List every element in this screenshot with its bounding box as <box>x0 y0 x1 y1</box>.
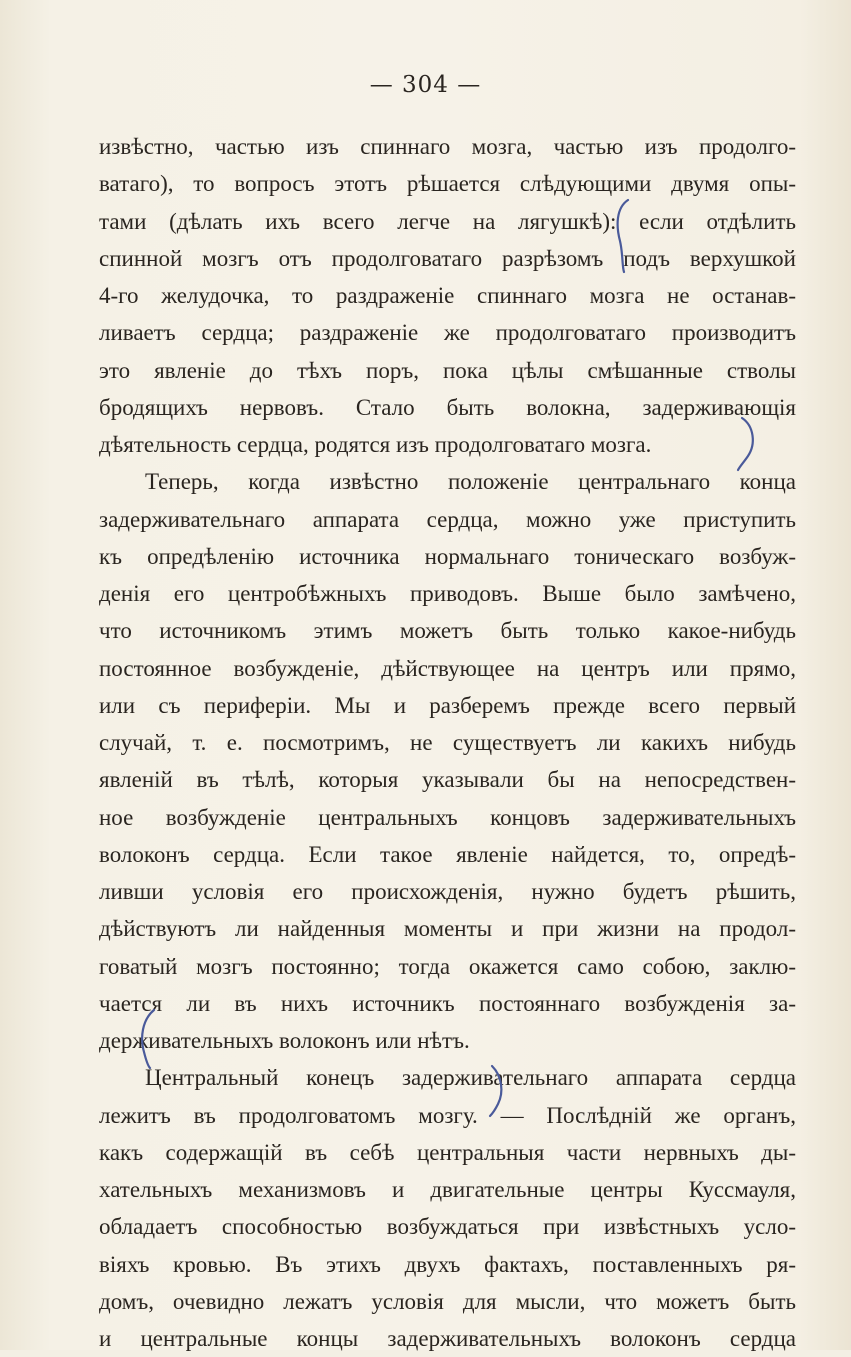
text-line: бродящихъ нервовъ. Стало быть волокна, задерживающія <box>99 394 796 420</box>
text-line: дѣятельность сердца, родятся изъ продолговатаго мозга. <box>99 432 652 457</box>
text-line: что источникомъ этимъ можетъ быть только какое-нибудь <box>99 618 796 644</box>
text-line: обладаетъ способностью возбуждаться при извѣстныхъ усло- <box>99 1214 796 1240</box>
text-line: ливаетъ сердца; раздраженіе же продолговатаго производитъ <box>99 320 796 346</box>
text-line: лежитъ въ продолговатомъ мозгу. — Послѣдній же органъ, <box>99 1102 796 1128</box>
text-line: 4-го желудочка, то раздраженіе спиннаго мозга не останав- <box>99 283 796 308</box>
text-line: какъ содержащій въ себѣ центральныя части нервныхъ ды- <box>99 1139 796 1165</box>
text-line: ватаго), то вопросъ этотъ рѣшается слѣдующими двумя опы- <box>99 171 796 197</box>
text-line: віяхъ кровью. Въ этихъ двухъ фактахъ, поставленныхъ ря- <box>99 1251 796 1277</box>
body-text <box>99 128 796 1357</box>
text-line: Теперь, когда извѣстно положеніе центральнаго конца <box>145 469 796 495</box>
text-line: это явленіе до тѣхъ поръ, пока цѣлы смѣшанные стволы <box>99 357 796 383</box>
text-line: извѣстно, частью изъ спиннаго мозга, частью изъ продолго- <box>99 134 796 159</box>
text-line: постоянное возбужденіе, дѣйствующее на центръ или прямо, <box>99 655 796 681</box>
text-line: или съ периферіи. Мы и разберемъ прежде всего первый <box>99 692 796 718</box>
text-line: и центральные концы задерживательныхъ волоконъ сердца <box>99 1326 796 1351</box>
text-line: говатый мозгъ постоянно; тогда окажется само собою, заклю- <box>99 953 796 979</box>
text-line: случай, т. е. посмотримъ, не существуетъ ли какихъ нибудь <box>99 730 796 755</box>
text-line: задерживательнаго аппарата сердца, можно уже приступить <box>99 506 796 532</box>
text-line: дѣйствуютъ ли найденныя моменты и при жизни на продол- <box>99 916 796 942</box>
text-line: къ опредѣленію источника нормальнаго тоническаго возбуж- <box>99 543 796 569</box>
page-number: — 304 — <box>369 72 482 98</box>
text-line: спинной мозгъ отъ продолговатаго разрѣзомъ подъ верхушкой <box>99 245 796 271</box>
text-line: волоконъ сердца. Если такое явленіе найдется, то, опредѣ- <box>99 841 796 867</box>
text-line: тами (дѣлать ихъ всего легче на лягушкѣ): если отдѣлить <box>99 208 796 234</box>
text-line: Центральный конецъ задерживательнаго аппарата сердца <box>145 1065 796 1091</box>
text-line: хательныхъ механизмовъ и двигательные центры Куссмауля, <box>99 1177 796 1202</box>
text-line: домъ, очевидно лежатъ условія для мысли, что можетъ быть <box>99 1288 796 1314</box>
text-line: держивательныхъ волоконъ или нѣтъ. <box>99 1028 470 1053</box>
text-line: явленій въ тѣлѣ, которыя указывали бы на непосредствен- <box>99 767 796 793</box>
text-line: денія его центробѣжныхъ приводовъ. Выше было замѣчено, <box>99 581 796 606</box>
text-line: ное возбужденіе центральныхъ концовъ задерживательныхъ <box>99 804 796 830</box>
text-line: ливши условія его происхожденія, нужно будетъ рѣшить, <box>99 879 796 904</box>
text-line: чается ли въ нихъ источникъ постояннаго возбужденія за- <box>99 990 796 1016</box>
